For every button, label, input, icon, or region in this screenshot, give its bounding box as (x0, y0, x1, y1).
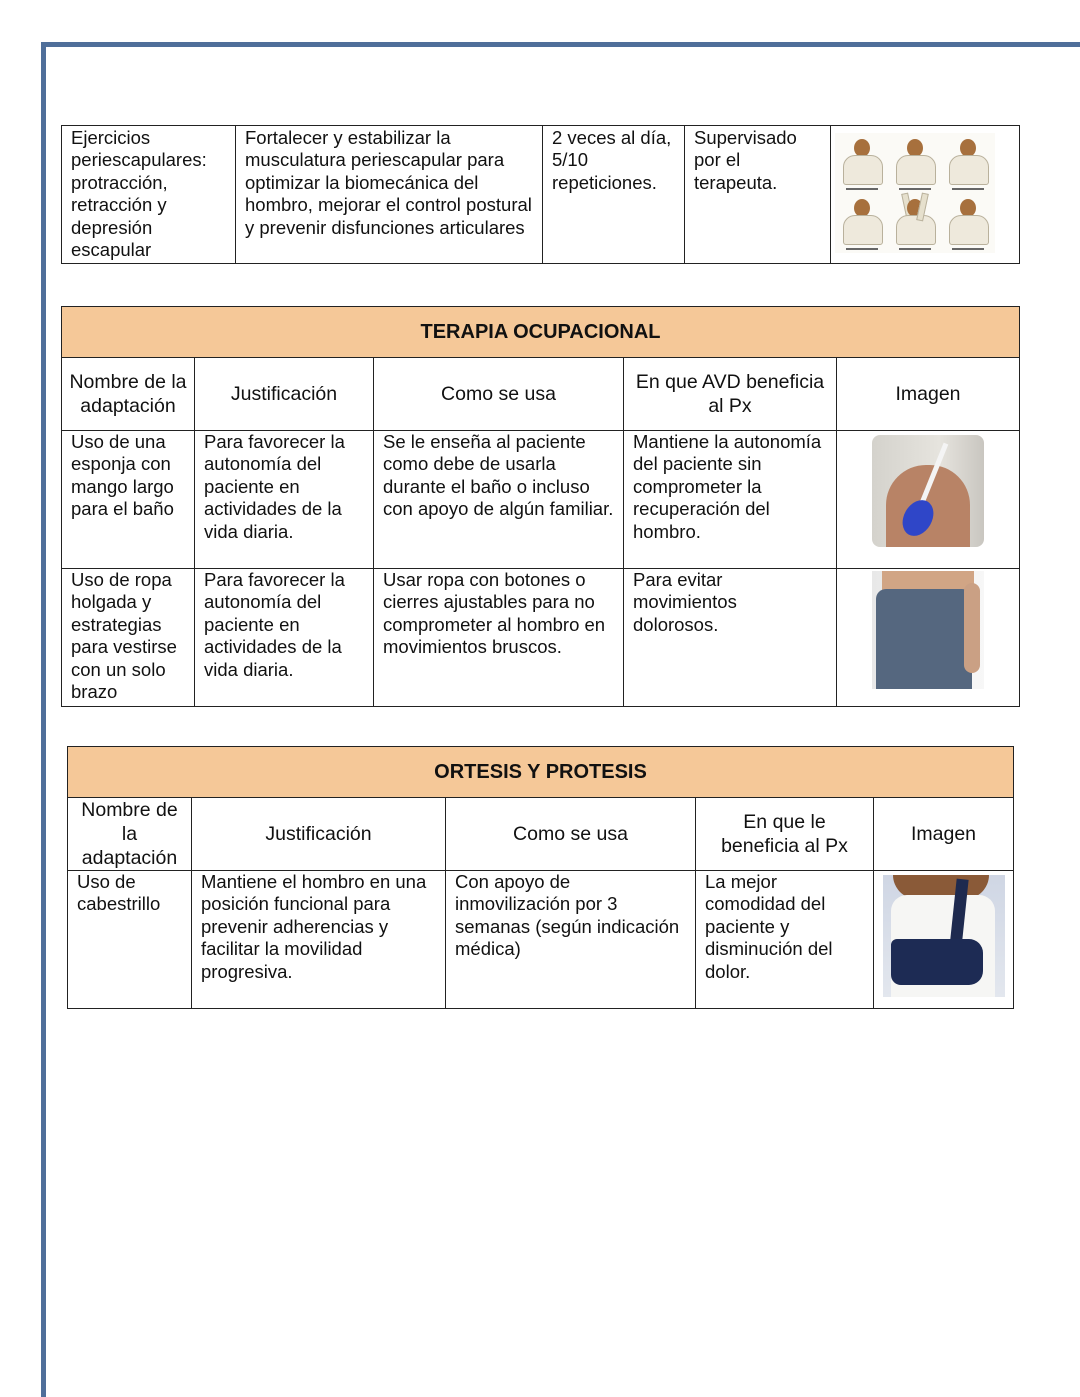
usage: Se le enseña al paciente como debe de usarla durante el baño o incluso con apoyo de algún familiar. (374, 431, 624, 569)
column-header: Imagen (874, 798, 1014, 871)
column-header: Nombre de la adaptación (62, 358, 195, 431)
section-title: ORTESIS Y PROTESIS (68, 747, 1014, 798)
section-title: TERAPIA OCUPACIONAL (62, 307, 1020, 358)
loose-clothing-photo (872, 571, 984, 689)
benefit: La mejor comodidad del paciente y disminución del dolor. (696, 871, 874, 1009)
adaptation-name: Uso de ropa holgada y estrategias para vestirse con un solo brazo (62, 569, 195, 707)
column-header: Justificación (192, 798, 446, 871)
exercise-figure (942, 133, 995, 193)
column-header: Como se usa (374, 358, 624, 431)
exercise-figure (942, 193, 995, 253)
column-header: En que AVD beneficia al Px (624, 358, 837, 431)
exercise-figure (888, 133, 941, 193)
benefit: Mantiene la autonomía del paciente sin comprometer la recuperación del hombro. (624, 431, 837, 569)
column-header: Imagen (837, 358, 1020, 431)
exercise-frequency: 2 veces al día, 5/10 repeticiones. (543, 126, 685, 264)
page-border-top (41, 42, 1080, 47)
benefit: Para evitar movimientos dolorosos. (624, 569, 837, 707)
justification: Mantiene el hombro en una posición funcional para prevenir adherencias y facilitar la movilidad progresiva. (192, 871, 446, 1009)
column-header: Como se usa (446, 798, 696, 871)
page-border-left (41, 42, 46, 1397)
arm-sling-photo (883, 875, 1005, 997)
ortesis-protesis-table (67, 746, 1014, 1009)
table-row (62, 431, 1020, 569)
justification: Para favorecer la autonomía del paciente en actividades de la vida diaria. (195, 431, 374, 569)
usage: Con apoyo de inmovilización por 3 semanas (según indicación médica) (446, 871, 696, 1009)
exercise-figure-arms-up (888, 193, 941, 253)
adaptation-name: Uso de una esponja con mango largo para el baño (62, 431, 195, 569)
exercise-image-cell (831, 126, 1020, 264)
exercise-supervision: Supervisado por el terapeuta. (685, 126, 831, 264)
image-cell (837, 431, 1020, 569)
image-cell (874, 871, 1014, 1009)
exercise-figure (835, 133, 888, 193)
adaptation-name: Uso de cabestrillo (68, 871, 192, 1009)
long-handle-sponge-photo (872, 435, 984, 547)
image-cell (837, 569, 1020, 707)
terapia-ocupacional-table (61, 306, 1020, 707)
column-header: Nombre de la adaptación (68, 798, 192, 871)
exercise-table (61, 125, 1020, 264)
table-row (62, 126, 1020, 264)
column-header: En que le beneficia al Px (696, 798, 874, 871)
table-row (62, 569, 1020, 707)
column-header: Justificación (195, 358, 374, 431)
exercise-name: Ejercicios periescapulares: protracción, retracción y depresión escapular (62, 126, 236, 264)
exercise-figure (835, 193, 888, 253)
justification: Para favorecer la autonomía del paciente en actividades de la vida diaria. (195, 569, 374, 707)
usage: Usar ropa con botones o cierres ajustables para no comprometer al hombro en movimientos bruscos. (374, 569, 624, 707)
table-row (68, 871, 1014, 1009)
exercise-objective: Fortalecer y estabilizar la musculatura periescapular para optimizar la biomecánica del hombro, mejorar el control postural y prevenir disfunciones articulares (236, 126, 543, 264)
periscapular-exercises-illustration (835, 133, 995, 253)
